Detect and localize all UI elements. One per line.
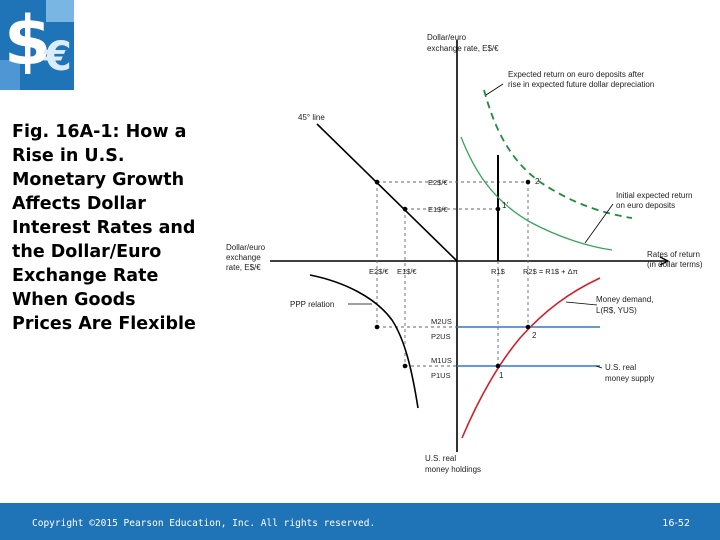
y-axis-title: Dollar/euro exchange rate, E$/€ bbox=[427, 33, 499, 53]
p1-label: P1US bbox=[431, 371, 451, 380]
title-line: Rise in U.S. bbox=[12, 146, 125, 166]
p2-label: P2US bbox=[431, 332, 451, 341]
title-line: Interest Rates and bbox=[12, 218, 196, 238]
e2-label-vertical: E2$/€ bbox=[428, 178, 448, 187]
e1-label-horizontal: E1$/€ bbox=[397, 267, 417, 276]
initial-expected-return-curve bbox=[461, 137, 612, 250]
r1-label: R1$ bbox=[491, 267, 505, 276]
svg-text:€: € bbox=[44, 34, 72, 80]
title-line: When Goods bbox=[12, 290, 136, 310]
title-line: Monetary Growth bbox=[12, 170, 185, 190]
title-line: Fig. 16A-1: How a bbox=[12, 122, 187, 142]
point-1prime-label: 1' bbox=[502, 201, 508, 210]
title-line: Affects Dollar bbox=[12, 194, 146, 214]
page-number: 16-52 bbox=[662, 518, 690, 529]
m2-label: M2US bbox=[431, 317, 452, 326]
title-line: Exchange Rate bbox=[12, 266, 159, 286]
money-supply-label: U.S. real money supply bbox=[605, 363, 655, 383]
line-45-degree bbox=[317, 124, 457, 261]
footer-bar bbox=[0, 503, 720, 540]
m1-label: M1US bbox=[431, 356, 452, 365]
e2-label-horizontal: E2$/€ bbox=[369, 267, 389, 276]
e1-label-vertical: E1$/€ bbox=[428, 205, 448, 214]
y-axis-bottom-label: U.S. real money holdings bbox=[425, 454, 482, 474]
title-line: Prices Are Flexible bbox=[12, 314, 196, 334]
expected-return-after-curve bbox=[484, 90, 632, 218]
leader-lines bbox=[348, 84, 613, 368]
money-demand-label: Money demand, L(R$, YUS) bbox=[596, 295, 654, 315]
ppp-relation-label: PPP relation bbox=[290, 300, 335, 309]
expected-return-after-label: Expected return on euro deposits after rise in expected future dollar depreciation bbox=[508, 70, 655, 89]
point-2-label: 2 bbox=[532, 331, 537, 340]
copyright-text: Copyright ©2015 Pearson Education, Inc. All rights reserved. bbox=[32, 518, 376, 529]
x-axis-left-label: Dollar/euro exchange rate, E$/€ bbox=[226, 243, 266, 272]
svg-text:$: $ bbox=[4, 2, 52, 81]
initial-expected-return-label: Initial expected return on euro deposits bbox=[616, 191, 693, 210]
point-1-label: 1 bbox=[499, 371, 504, 380]
money-demand-curve bbox=[462, 278, 600, 438]
ppp-relation-curve bbox=[310, 275, 418, 408]
line-45-label: 45° line bbox=[298, 113, 325, 122]
point-2prime-label: 2' bbox=[535, 177, 541, 186]
title-line: the Dollar/Euro bbox=[12, 242, 162, 262]
r2-label: R2$ = R1$ + Δπ bbox=[523, 267, 578, 276]
x-axis-right-label: Rates of return (in dollar terms) bbox=[647, 250, 703, 269]
